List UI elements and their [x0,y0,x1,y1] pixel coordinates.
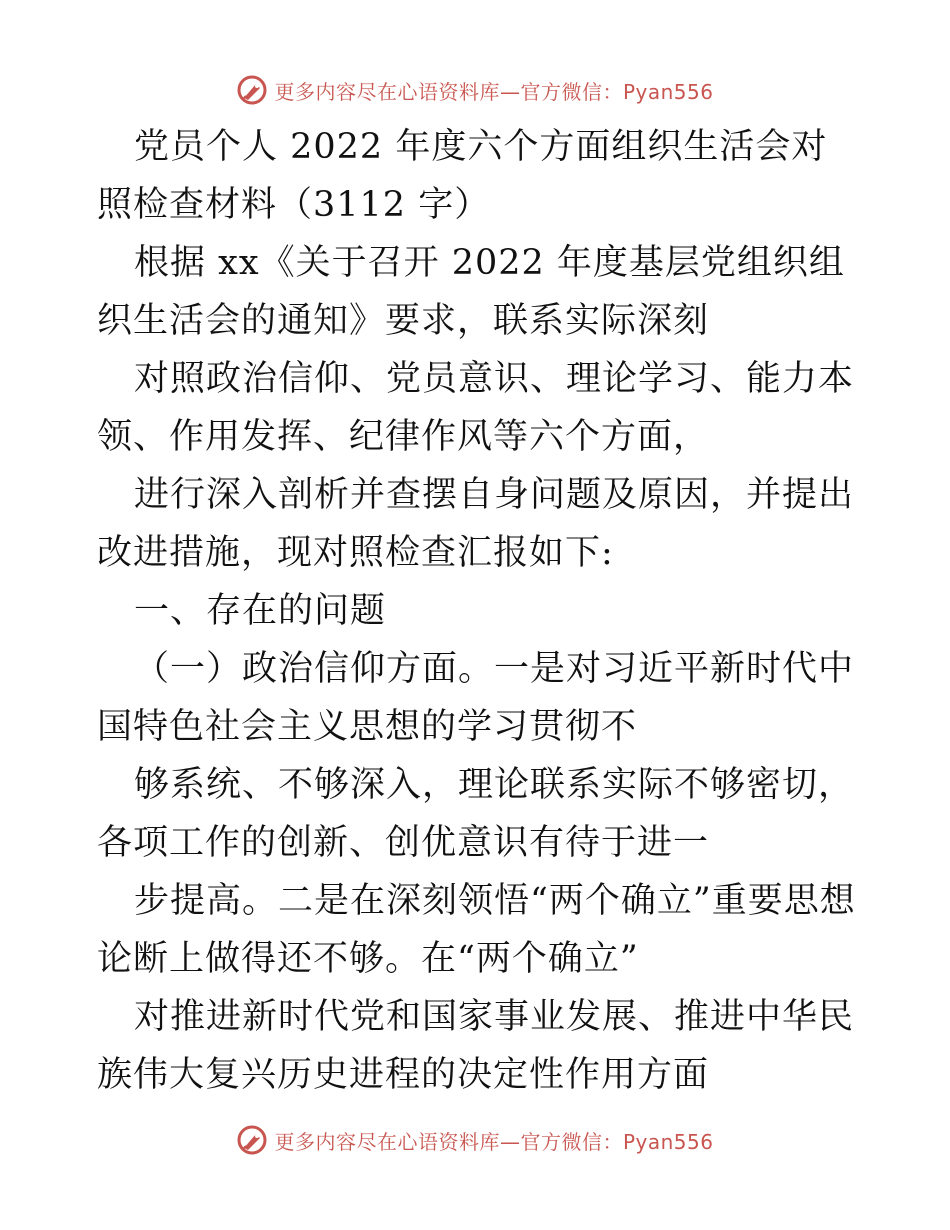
pen-nib-logo-icon [236,1124,268,1156]
footer-banner [0,1120,950,1160]
header-banner-text: 更多内容尽在心语资料库—官方微信：Pyan556 [274,79,714,104]
paragraph: 对推进新时代党和国家事业发展、推进中华民族伟大复兴历史进程的决定性作用方面 [97,997,855,1095]
document-body [97,118,857,1104]
footer-banner-text: 更多内容尽在心语资料库—官方微信：Pyan556 [274,1129,714,1154]
paragraph: 对照政治信仰、党员意识、理论学习、能力本领、作用发挥、纪律作风等六个方面， [97,359,855,457]
document-title: 党员个人 2022 年度六个方面组织生活会对照检查材料（3112 字） [97,127,828,225]
paragraph: （一）政治信仰方面。一是对习近平新时代中国特色社会主义思想的学习贯彻不 [97,649,855,747]
paragraph: 根据 xx《关于召开 2022 年度基层党组织组织生活会的通知》要求，联系实际深刻 [97,243,845,341]
section-heading: 一、存在的问题 [134,591,387,631]
header-banner [0,70,950,110]
paragraph: 进行深入剖析并查摆自身问题及原因，并提出改进措施，现对照检查汇报如下: [97,475,855,573]
pen-nib-logo-icon [236,74,268,106]
paragraph: 够系统、不够深入，理论联系实际不够密切，各项工作的创新、创优意识有待于进一 [97,765,855,863]
paragraph: 步提高。二是在深刻领悟“两个确立”重要思想论断上做得还不够。在“两个确立” [97,881,856,979]
